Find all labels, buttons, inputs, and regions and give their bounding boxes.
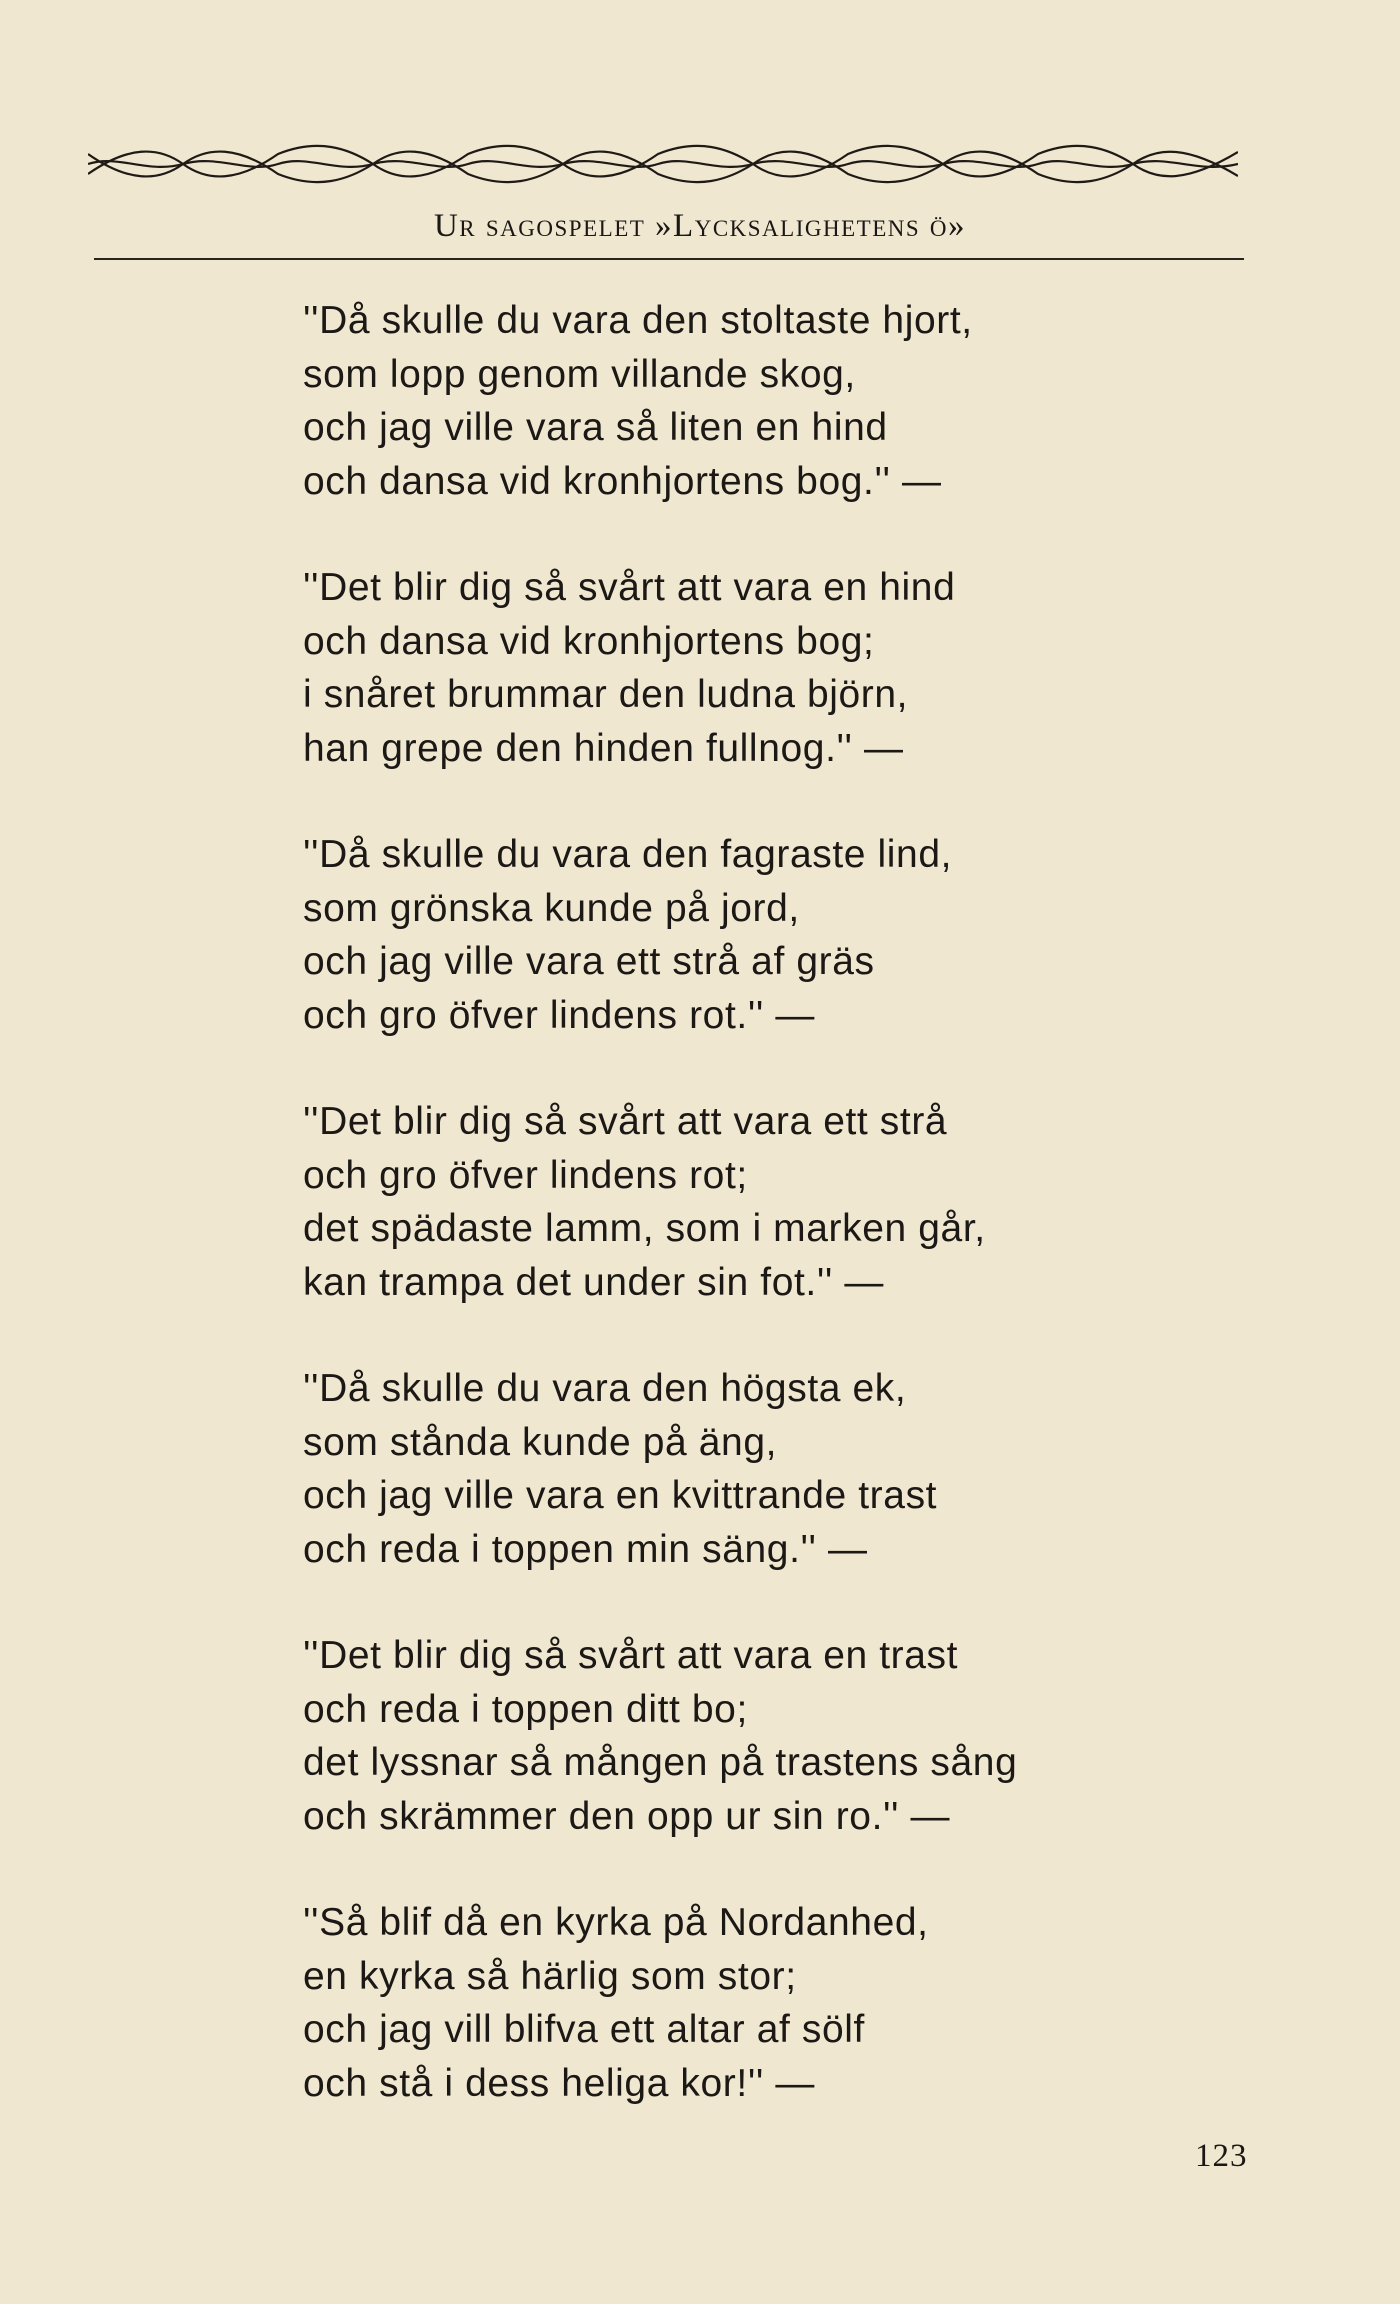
poem-line: en kyrka så härlig som stor; (303, 1954, 797, 1998)
poem-line: och skrämmer den opp ur sin ro.'' — (303, 1794, 951, 1838)
poem-line: ''Det blir dig så svårt att vara en trast (303, 1634, 959, 1677)
decorative-border-ornament (88, 140, 1238, 188)
poem-line: och jag ville vara så liten en hind (303, 406, 888, 449)
running-head-lead: Ur sagospelet (433, 208, 646, 244)
poem-body (303, 294, 1203, 2163)
running-head (0, 208, 1400, 245)
poem-line: och reda i toppen ditt bo; (303, 1687, 748, 1731)
poem-line: ''Då skulle du vara den fagraste lind, (303, 833, 953, 876)
poem-line: han grepe den hinden fullnog.'' — (303, 726, 904, 770)
poem-line: ''Det blir dig så svårt att vara ett strå (303, 1100, 948, 1143)
poem-line: ''Då skulle du vara den högsta ek, (303, 1367, 907, 1410)
running-head-title: Lycksalighetens ö (673, 208, 949, 244)
stanza-6 (303, 1629, 1203, 1843)
poem-line: det lyssnar så mången på trastens sång (303, 1741, 1018, 1784)
header-rule (94, 258, 1244, 260)
running-head-quote-close: » (948, 208, 967, 244)
poem-line: och reda i toppen min säng.'' — (303, 1527, 868, 1571)
poem-line: ''Så blif då en kyrka på Nordanhed, (303, 1901, 929, 1944)
stanza-4 (303, 1095, 1203, 1309)
page-number: 123 (1195, 2138, 1248, 2174)
stanza-7 (303, 1896, 1203, 2110)
poem-line: som grönska kunde på jord, (303, 886, 800, 930)
poem-line: och jag ville vara en kvittrande trast (303, 1474, 938, 1517)
stanza-5 (303, 1362, 1203, 1576)
poem-line: som stånda kunde på äng, (303, 1420, 778, 1464)
poem-line: ''Det blir dig så svårt att vara en hind (303, 566, 956, 609)
poem-line: och dansa vid kronhjortens bog; (303, 619, 875, 663)
poem-line: i snåret brummar den ludna björn, (303, 673, 909, 716)
poem-line: och stå i dess heliga kor!'' — (303, 2061, 815, 2105)
poem-line: ''Då skulle du vara den stoltaste hjort, (303, 299, 973, 342)
poem-line: och jag vill blifva ett altar af sölf (303, 2008, 865, 2051)
poem-line: som lopp genom villande skog, (303, 352, 856, 396)
poem-line: och gro öfver lindens rot.'' — (303, 993, 815, 1037)
stanza-1 (303, 294, 1203, 508)
stanza-3 (303, 828, 1203, 1042)
poem-line: och jag ville vara ett strå af gräs (303, 940, 875, 983)
poem-line: och gro öfver lindens rot; (303, 1153, 748, 1197)
running-head-quote-open: » (645, 208, 674, 244)
poem-line: och dansa vid kronhjortens bog.'' — (303, 459, 942, 503)
poem-line: kan trampa det under sin fot.'' — (303, 1260, 884, 1304)
stanza-2 (303, 561, 1203, 775)
poem-line: det spädaste lamm, som i marken går, (303, 1207, 986, 1250)
